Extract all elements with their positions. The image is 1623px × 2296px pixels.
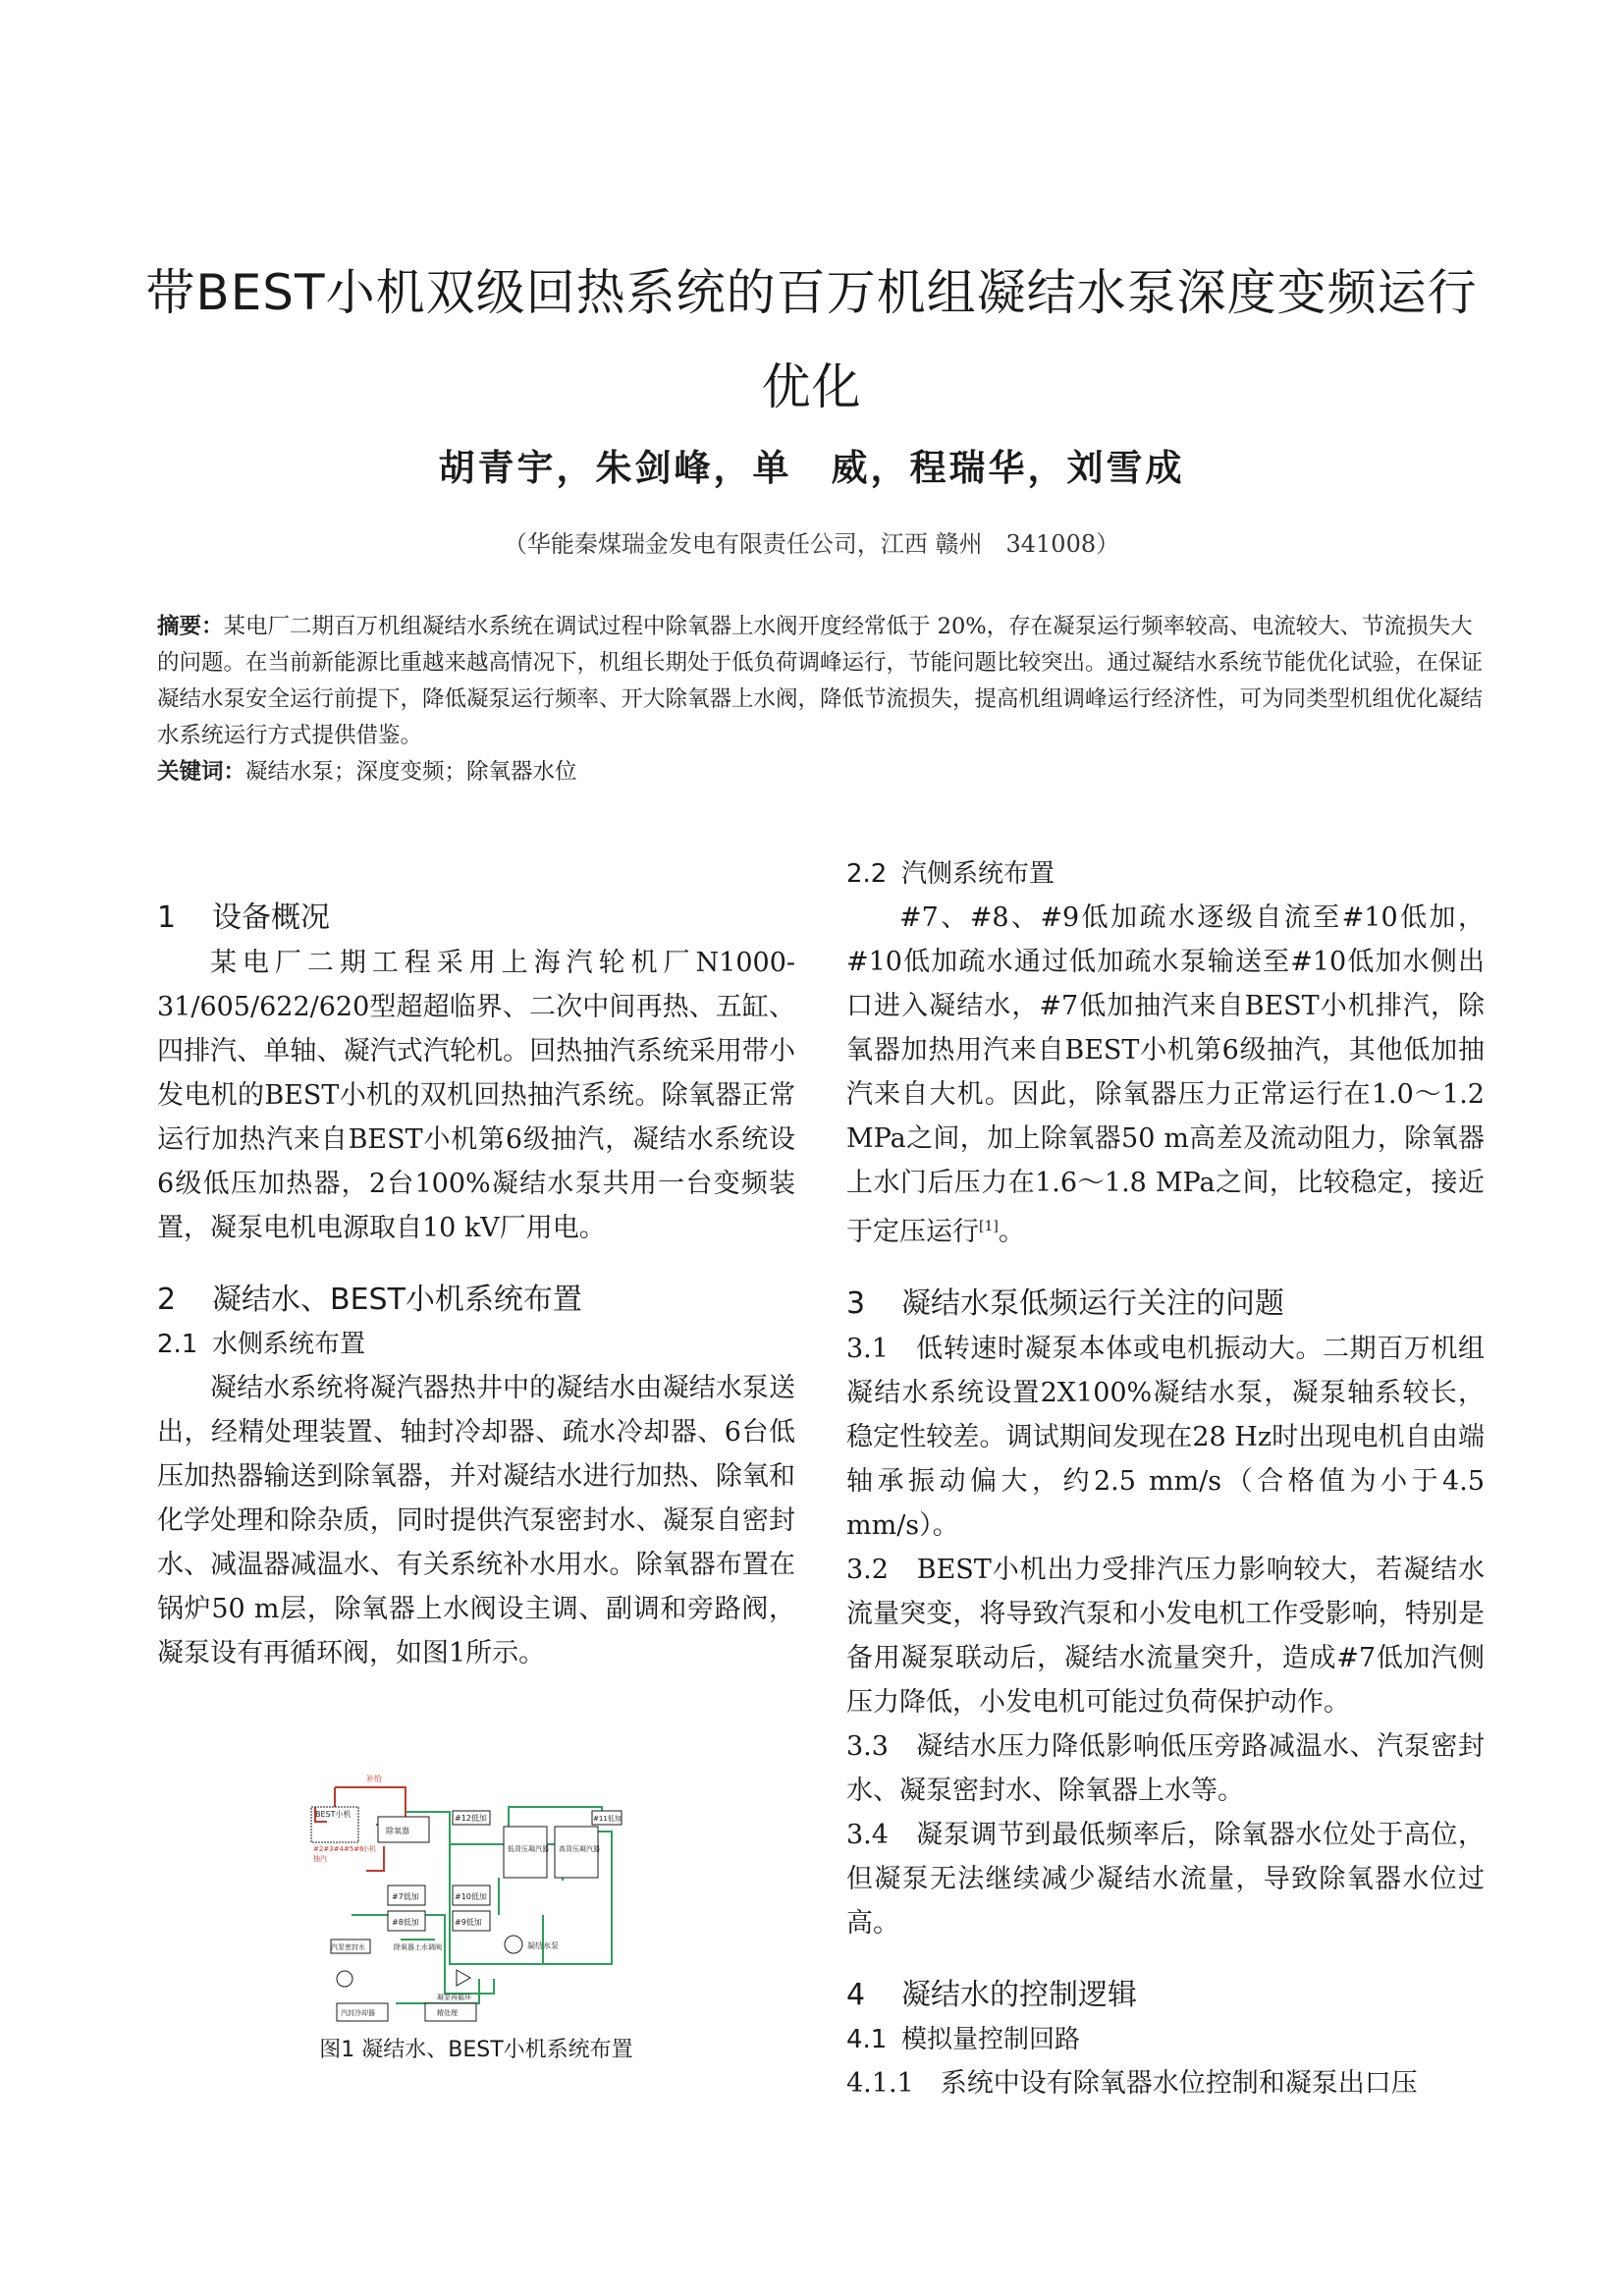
- paragraph-text: #7、#8、#9低加疏水逐级自流至#10低加，#10低加疏水通过低加疏水泵输送至#10低加水侧出口进入凝结水，#7低加抽汽来自BEST小机排汽，除氧器加热用汽来自BEST小机第6级抽汽，其他低加抽汽来自大机。因此，除氧器压力正常运行在1.0～1.2 MPa之间，加上除氧器50 m高差及流动阻力，除氧器上水门后压力在1.6～1.8 MPa之间，比较稳定，接近于定压运行: [846, 902, 1485, 1247]
- affiliation: （华能秦煤瑞金发电有限责任公司，江西 赣州 341008）: [503, 530, 1120, 558]
- section-heading: [846, 1282, 1485, 1327]
- valve-icon: [457, 1970, 470, 1986]
- label-h8: #8低加: [392, 1918, 419, 1927]
- body-paragraph: 凝结水系统将凝汽器热井中的凝结水由凝结水泵送出，经精处理装置、轴封冷却器、疏水冷却器、6台低压加热器输送到除氧器，并对凝结水进行加热、除氧和化学处理和除杂质，同时提供汽泵密封水、凝泵自密封水、减温器减温水、有关系统补水用水。除氧器布置在锅炉50 m层，除氧器上水阀设主调、副调和旁路阀，凝泵设有再循环阀，如图1所示。: [157, 1373, 795, 1668]
- subsection-heading: [846, 2018, 1485, 2061]
- left-column: [157, 896, 795, 1675]
- subsection-number: 2.2: [846, 859, 888, 889]
- section-title: 设备概况: [212, 901, 330, 935]
- body-paragraph: [846, 896, 1485, 1254]
- subsection-heading: [157, 1323, 795, 1366]
- body-paragraph: 某电厂二期工程采用上海汽轮机厂N1000-31/605/622/620型超超临界、二次中间再热、五缸、四排汽、单轴、凝汽式汽轮机。回热抽汽系统采用带小发电机的BEST小机的双机回热抽汽系统。除氧器正常运行加热汽来自BEST小机第6级抽汽，凝结水系统设6级低压加热器，2台100%凝结水泵共用一台变频装置，凝泵电机电源取自10 kV厂用电。: [157, 948, 795, 1243]
- subsection-title: 水侧系统布置: [212, 1330, 366, 1359]
- abstract-label: 摘要：: [157, 614, 224, 639]
- label-h11: #11低加: [593, 1815, 622, 1823]
- item-paragraph: 3.1 低转速时凝泵本体或电机振动大。二期百万机组凝结水系统设置2X100%凝结水泵，凝泵轴系较长，稳定性较差。调试期间发现在28 Hz时出现电机自由端轴承振动偏大，约2.5 mm/s（合格值为小于4.5 mm/s）。: [846, 1334, 1485, 1541]
- abstract-text: 某电厂二期百万机组凝结水系统在调试过程中除氧器上水阀开度经常低于 20%，存在凝泵运行频率较高、电流较大、节流损失大的问题。在当前新能源比重越来越高情况下，机组长期处于低负荷调峰运行，节能问题比较突出。通过凝结水系统节能优化试验，在保证凝结水泵安全运行前提下，降低凝泵运行频率、开大除氧器上水阀，降低节流损失，提高机组调峰运行经济性，可为同类型机组优化凝结水系统运行方式提供借鉴。: [157, 614, 1484, 748]
- label-gland: 汽封冷却器: [341, 2009, 375, 2017]
- meter-icon: [337, 1971, 352, 1987]
- paragraph-end: 。: [998, 1217, 1025, 1247]
- label-h9: #9低加: [455, 1918, 482, 1927]
- item-paragraph: 3.2 BEST小机出力受排汽压力影响较大，若凝结水流量突变，将导致汽泵和小发电机工作受影响，特别是备用凝泵联动后，凝结水流量突升，造成#7低加汽侧压力降低，小发电机可能过负荷保护动作。: [846, 1555, 1485, 1718]
- section-heading: [846, 1973, 1485, 2018]
- section-number: 3: [846, 1286, 866, 1321]
- subsection-number: 2.1: [157, 1330, 198, 1359]
- subsection-title: 汽侧系统布置: [901, 859, 1055, 889]
- label-polish: 精处理: [437, 2009, 458, 2017]
- label-hpc: 高背压凝汽器: [559, 1845, 600, 1853]
- section-heading: [157, 896, 795, 941]
- section-title: 凝结水的控制逻辑: [901, 1978, 1137, 2012]
- pump-icon: [505, 1936, 522, 1953]
- section-title: 凝结水、BEST小机系统布置: [212, 1283, 582, 1317]
- citation-ref[interactable]: [1]: [979, 1219, 999, 1234]
- diagram-labels: [313, 1774, 622, 2017]
- section-heading: [157, 1278, 795, 1323]
- label-h12: #12低加: [455, 1814, 487, 1823]
- subsection-number: 4.1: [846, 2025, 888, 2054]
- label-gen: 小机: [362, 1845, 376, 1853]
- figure-system-diagram: [307, 1768, 641, 2023]
- label-h7: #7低加: [392, 1892, 419, 1901]
- keywords-text: 凝结水泵；深度变频；除氧器水位: [245, 759, 577, 785]
- abstract-block: [157, 609, 1483, 791]
- label-h10: #10低加: [455, 1892, 487, 1901]
- section-number: 1: [157, 901, 177, 935]
- item-paragraph: 4.1.1 系统中设有除氧器水位控制和凝泵出口压: [846, 2068, 1418, 2099]
- label-best: BEST小机: [315, 1810, 352, 1819]
- label-seal: 汽泵密封水: [331, 1943, 365, 1951]
- label-lpc: 低背压凝汽器: [508, 1845, 549, 1853]
- item-paragraph: 3.4 凝泵调节到最低频率后，除氧器水位处于高位，但凝泵无法继续减少凝结水流量，导致除氧器水位过高。: [846, 1820, 1485, 1939]
- label-ext-2: 抽汽: [313, 1855, 327, 1863]
- label-pump: 凝结水泵: [527, 1941, 559, 1950]
- figure-caption: 图1 凝结水、BEST小机系统布置: [319, 2038, 633, 2062]
- section-number: 4: [846, 1978, 866, 2012]
- subsection-title: 模拟量控制回路: [901, 2025, 1081, 2054]
- keywords-line: [157, 754, 1483, 791]
- keywords-label: 关键词：: [157, 759, 246, 785]
- label-valve: 除氧器上水调阀: [394, 1943, 442, 1951]
- right-column: [846, 852, 1485, 2105]
- label-ext-1: #2#3#4#5#6: [313, 1845, 364, 1853]
- abstract-paragraph: [157, 609, 1483, 754]
- label-feed: 补给: [366, 1775, 382, 1783]
- label-recirc: 凝泵再循环: [437, 1994, 471, 2001]
- paper-title: 带BEST小机双级回热系统的百万机组凝结水泵深度变频运行优化: [145, 264, 1478, 415]
- author-list: 胡青宇，朱剑峰，单 威，程瑞华，刘雪成: [438, 446, 1185, 489]
- item-paragraph: 3.3 凝结水压力降低影响低压旁路减温水、汽泵密封水、凝泵密封水、除氧器上水等。: [846, 1731, 1485, 1806]
- subsection-heading: [846, 852, 1485, 896]
- section-number: 2: [157, 1283, 177, 1317]
- section-title: 凝结水泵低频运行关注的问题: [901, 1286, 1284, 1321]
- label-deaerator: 除氧器: [386, 1827, 409, 1835]
